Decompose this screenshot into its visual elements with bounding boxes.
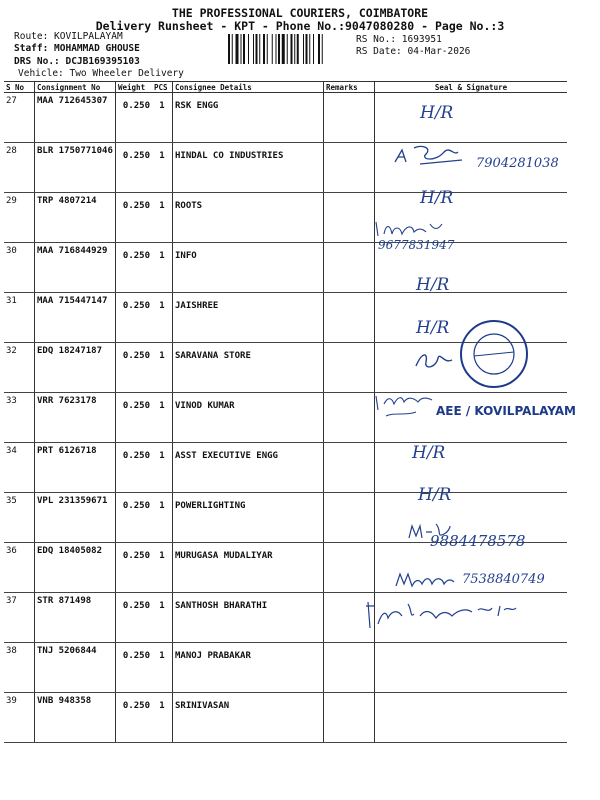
remarks-cell [324, 493, 375, 543]
consignee-name: SRINIVASAN [173, 693, 324, 743]
weight-value: 0.250 [116, 143, 153, 193]
barcode [228, 34, 353, 64]
remarks-cell [324, 143, 375, 193]
col-pcs: PCS [152, 82, 173, 93]
serial-number: 30 [4, 243, 35, 293]
table-row [4, 93, 567, 143]
consignment-number: EDQ 18405082 [35, 543, 116, 593]
weight-value: 0.250 [116, 643, 153, 693]
weight-value: 0.250 [116, 243, 153, 293]
signature-cell [375, 643, 568, 693]
consignment-number: VNB 948358 [35, 693, 116, 743]
serial-number: 37 [4, 593, 35, 643]
consignee-name: INFO [173, 243, 324, 293]
serial-number: 39 [4, 693, 35, 743]
remarks-cell [324, 243, 375, 293]
consignment-number: TNJ 5206844 [35, 643, 116, 693]
consignee-name: ROOTS [173, 193, 324, 243]
weight-value: 0.250 [116, 293, 153, 343]
col-signature: Seal & Signature [375, 82, 568, 93]
consignment-number: VPL 231359671 [35, 493, 116, 543]
consignee-name: SANTHOSH BHARATHI [173, 593, 324, 643]
remarks-cell [324, 193, 375, 243]
weight-value: 0.250 [116, 543, 153, 593]
weight-value: 0.250 [116, 593, 153, 643]
consignee-name: HINDAL CO INDUSTRIES [173, 143, 324, 193]
weight-value: 0.250 [116, 493, 153, 543]
signature-cell [375, 693, 568, 743]
remarks-cell [324, 543, 375, 593]
pcs-count: 1 [152, 493, 173, 543]
handwriting-hr: H/R [416, 318, 450, 338]
pcs-count: 1 [152, 93, 173, 143]
handwriting-hr: H/R [420, 188, 454, 208]
col-sno: S No [4, 82, 35, 93]
consignee-name: MURUGASA MUDALIYAR [173, 543, 324, 593]
pcs-count: 1 [152, 193, 173, 243]
serial-number: 32 [4, 343, 35, 393]
consignment-number: MAA 712645307 [35, 93, 116, 143]
signature-scribble [392, 568, 456, 592]
serial-number: 29 [4, 193, 35, 243]
remarks-cell [324, 93, 375, 143]
col-weight: Weight [116, 82, 153, 93]
pcs-count: 1 [152, 343, 173, 393]
vehicle-label: Vehicle: Two Wheeler Delivery [18, 68, 184, 79]
pcs-count: 1 [152, 443, 173, 493]
pcs-count: 1 [152, 293, 173, 343]
handwriting-hr: H/R [416, 275, 450, 295]
weight-value: 0.250 [116, 443, 153, 493]
signature-cell [375, 443, 568, 493]
drs-number: DRS No.: DCJB169395103 [14, 56, 140, 67]
signature-scribble [392, 142, 472, 168]
remarks-cell [324, 643, 375, 693]
pcs-count: 1 [152, 243, 173, 293]
consignment-number: BLR 1750771046 [35, 143, 116, 193]
consignee-name: POWERLIGHTING [173, 493, 324, 543]
consignment-number: STR 871498 [35, 593, 116, 643]
serial-number: 28 [4, 143, 35, 193]
serial-number: 35 [4, 493, 35, 543]
signature-scribble [412, 348, 456, 372]
serial-number: 36 [4, 543, 35, 593]
table-row [4, 193, 567, 243]
consignment-number: MAA 715447147 [35, 293, 116, 343]
col-remarks: Remarks [324, 82, 375, 93]
serial-number: 34 [4, 443, 35, 493]
handwriting-hr: H/R [420, 103, 454, 123]
consignee-name: VINOD KUMAR [173, 393, 324, 443]
remarks-cell [324, 293, 375, 343]
table-row [4, 443, 567, 493]
serial-number: 33 [4, 393, 35, 443]
document-subtitle: Delivery Runsheet - KPT - Phone No.:9047080280 - Page No.:3 [95, 19, 505, 33]
signature-cell [375, 93, 568, 143]
consignee-name: JAISHREE [173, 293, 324, 343]
seal-stamp [458, 318, 530, 390]
weight-value: 0.250 [116, 393, 153, 443]
consignment-number: VRR 7623178 [35, 393, 116, 443]
remarks-cell [324, 343, 375, 393]
handwriting-phone: 9677831947 [378, 238, 455, 252]
remarks-cell [324, 443, 375, 493]
staff-label: Staff: MOHAMMAD GHOUSE [14, 43, 140, 54]
col-consignment: Consignment No [35, 82, 116, 93]
weight-value: 0.250 [116, 193, 153, 243]
consignment-number: TRP 4807214 [35, 193, 116, 243]
pcs-count: 1 [152, 393, 173, 443]
table-row [4, 693, 567, 743]
handwriting-phone: 9884478578 [430, 532, 526, 550]
handwriting-hr: H/R [412, 443, 446, 463]
consignment-number: PRT 6126718 [35, 443, 116, 493]
remarks-cell [324, 693, 375, 743]
pcs-count: 1 [152, 543, 173, 593]
pcs-count: 1 [152, 593, 173, 643]
handwriting-phone: 7904281038 [476, 156, 559, 171]
serial-number: 27 [4, 93, 35, 143]
rs-number: RS No.: 1693951 [356, 34, 442, 45]
route-label: Route: KOVILPALAYAM [14, 31, 123, 42]
signature-scribble [372, 218, 446, 240]
consignee-name: MANOJ PRABAKAR [173, 643, 324, 693]
serial-number: 38 [4, 643, 35, 693]
weight-value: 0.250 [116, 693, 153, 743]
consignment-number: EDQ 18247187 [35, 343, 116, 393]
serial-number: 31 [4, 293, 35, 343]
pcs-count: 1 [152, 143, 173, 193]
table-row [4, 243, 567, 293]
consignee-name: SARAVANA STORE [173, 343, 324, 393]
consignment-number: MAA 716844929 [35, 243, 116, 293]
pcs-count: 1 [152, 643, 173, 693]
table-row [4, 643, 567, 693]
col-consignee: Consignee Details [173, 82, 324, 93]
weight-value: 0.250 [116, 93, 153, 143]
consignee-name: RSK ENGG [173, 93, 324, 143]
rs-date: RS Date: 04-Mar-2026 [356, 46, 471, 57]
handwriting-hr: H/R [418, 485, 452, 505]
consignee-name: ASST EXECUTIVE ENGG [173, 443, 324, 493]
signature-scribble [372, 390, 438, 420]
signature-scribble [362, 598, 532, 632]
handwriting-phone: 7538840749 [462, 572, 545, 587]
weight-value: 0.250 [116, 343, 153, 393]
pcs-count: 1 [152, 693, 173, 743]
office-stamp-text: AEE / KOVILPALAYAM [436, 404, 576, 418]
remarks-cell [324, 393, 375, 443]
document-title: THE PROFESSIONAL COURIERS, COIMBATORE [171, 6, 429, 20]
